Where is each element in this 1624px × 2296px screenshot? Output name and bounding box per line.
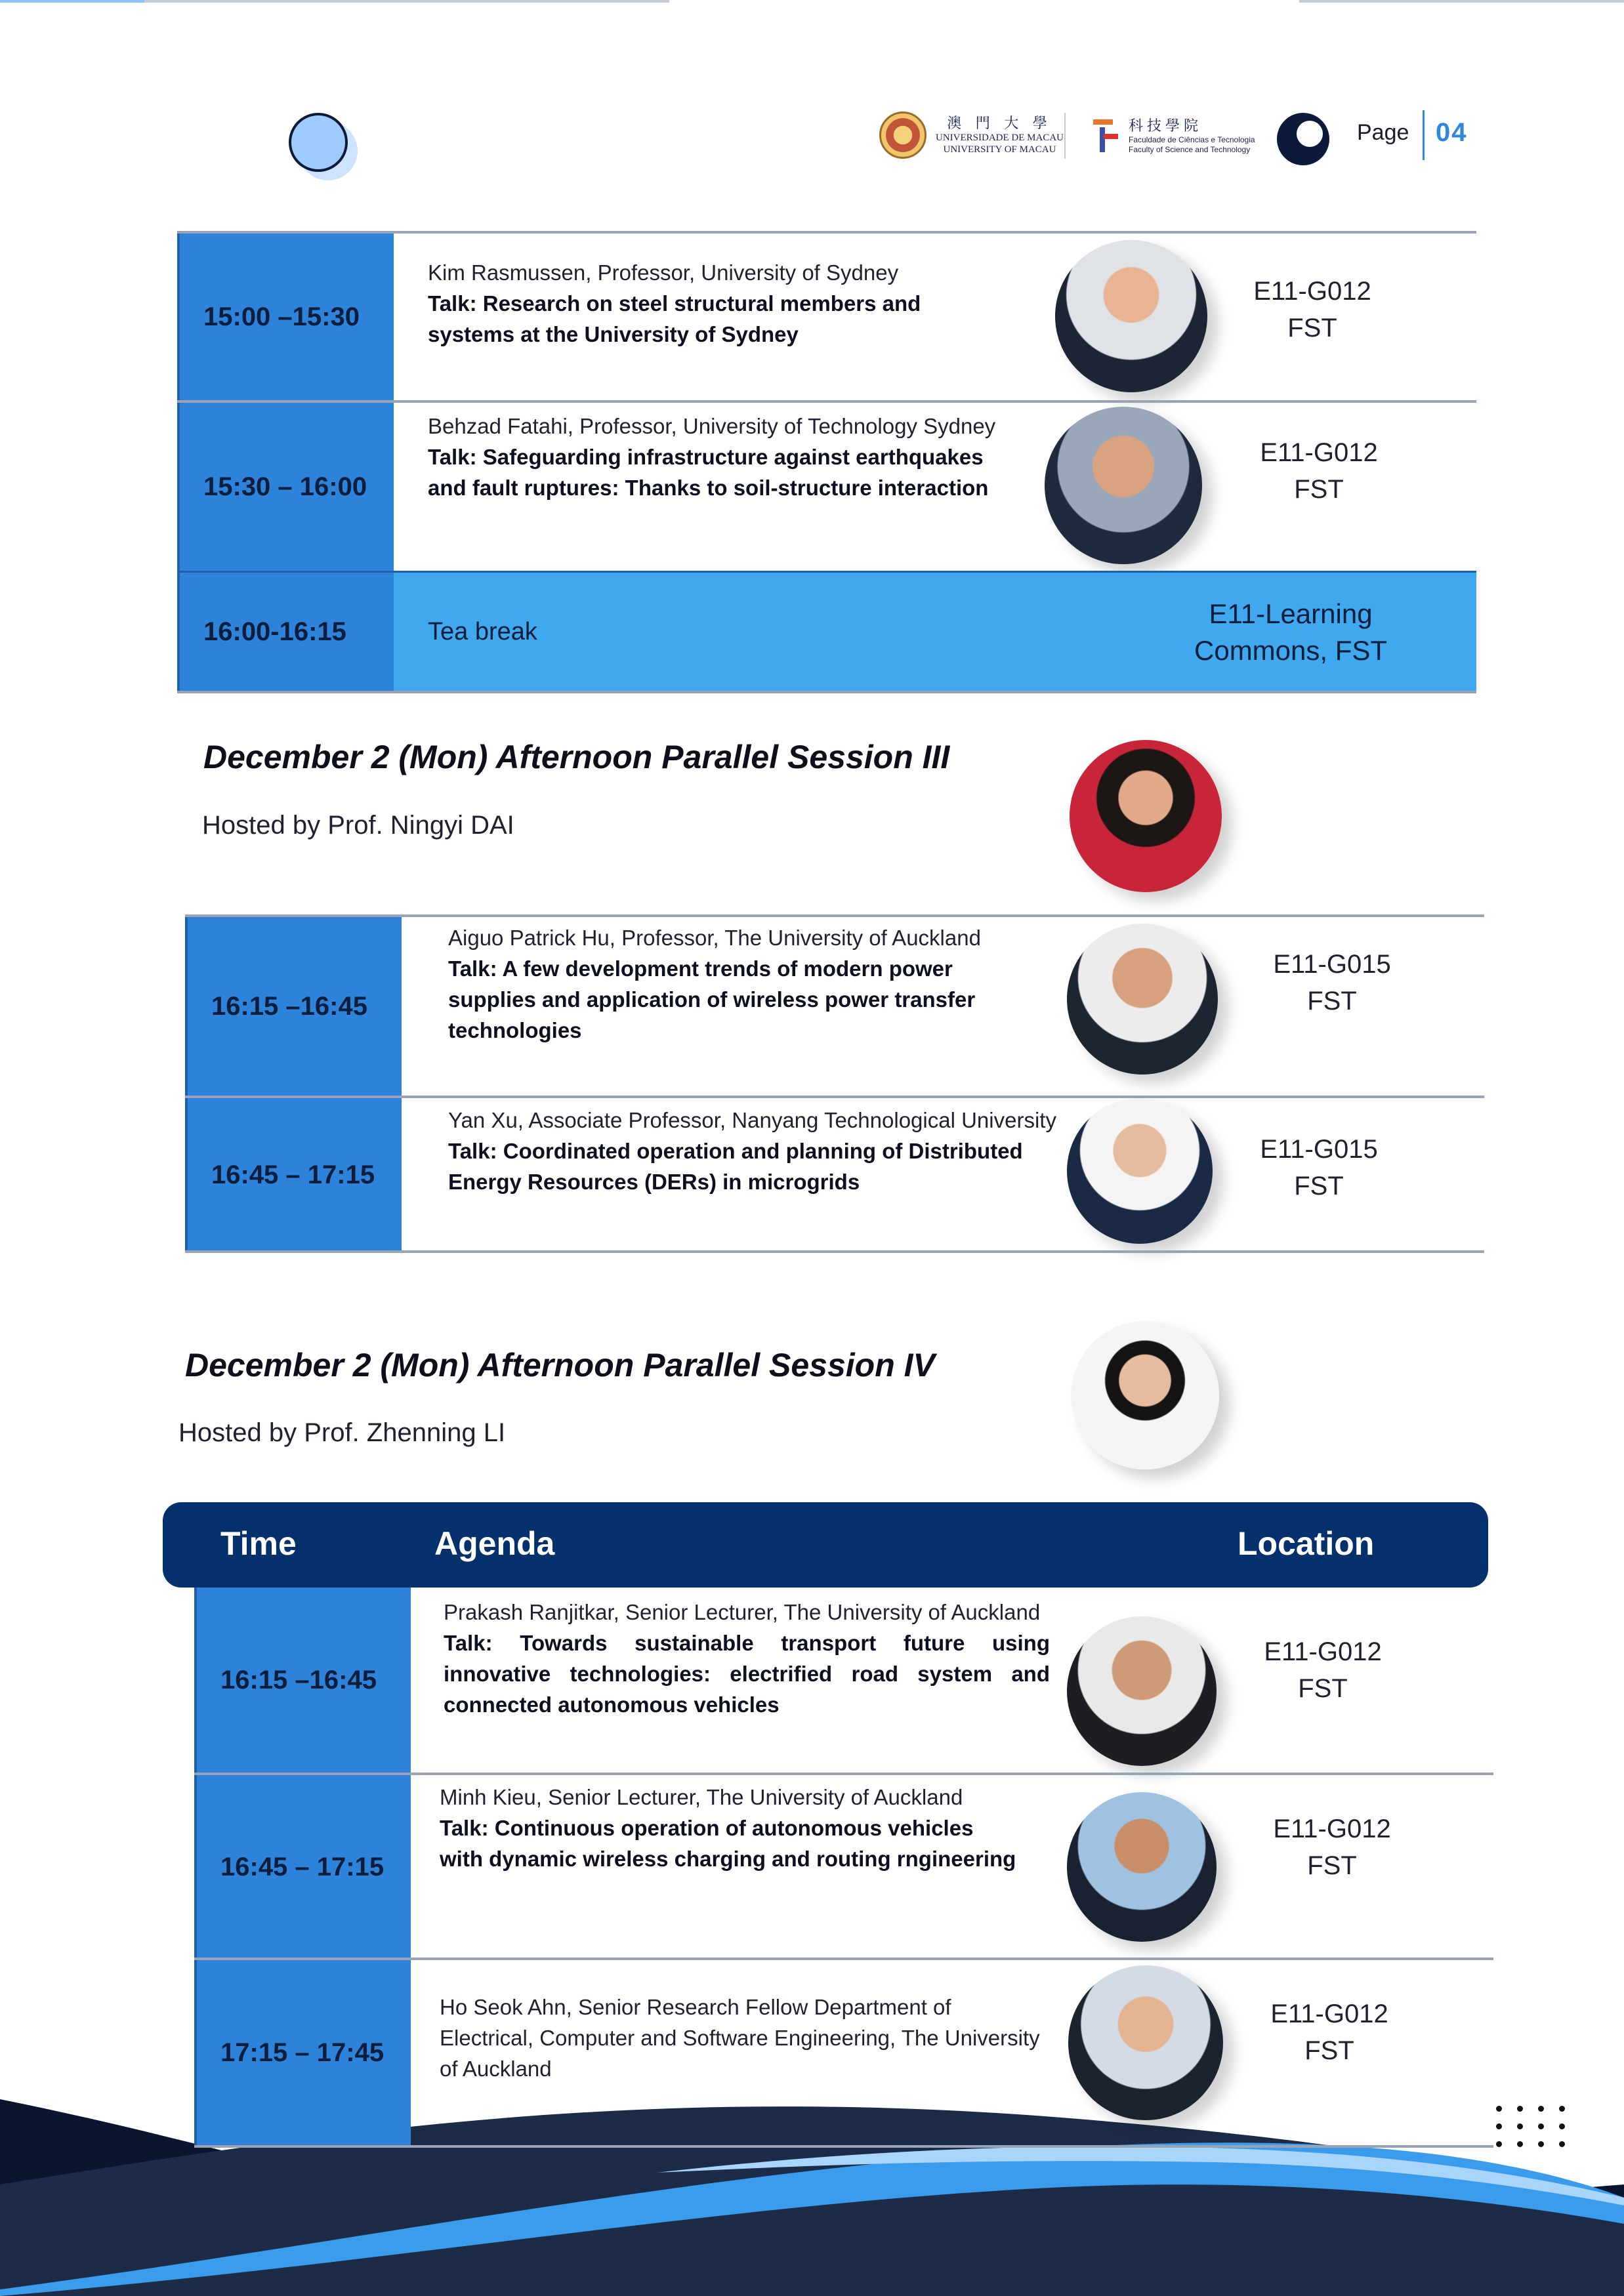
agenda-cell — [428, 411, 1005, 503]
location-room: E11-G012 — [1270, 1999, 1388, 2028]
host-photo — [1070, 740, 1222, 892]
time-cell: 16:45 – 17:15 — [194, 1775, 411, 1959]
university-of-macau-logo — [879, 112, 1064, 159]
um-logo-en: UNIVERSITY OF MACAU — [943, 144, 1056, 155]
decorative-circle — [289, 113, 348, 172]
tea-break-label: Tea break — [428, 618, 537, 646]
um-logo-text — [936, 115, 1064, 155]
location-cell — [1240, 1131, 1398, 1204]
fst-logo-cn: 科技學院 — [1129, 117, 1203, 134]
agenda-cell — [444, 1597, 1050, 1720]
fst-mark-icon — [1089, 117, 1119, 155]
speaker-text: Kim Rasmussen, Professor, University of Sydney — [428, 260, 899, 285]
dot-grid-decoration — [1496, 2106, 1568, 2147]
talk-title: Talk: Continuous operation of autonomous vehicles with dynamic wireless charging and routing rngineering — [440, 1816, 1016, 1871]
location-faculty: FST — [1287, 314, 1337, 342]
speaker-text: Aiguo Patrick Hu, Professor, The University of Auckland — [448, 926, 981, 950]
location-room: E11-Learning — [1209, 598, 1373, 629]
speaker-text: Yan Xu, Associate Professor, Nanyang Technological University — [448, 1108, 1056, 1132]
speaker-photo — [1067, 1098, 1213, 1244]
location-faculty: FST — [1307, 1851, 1357, 1880]
um-seal-icon — [879, 112, 927, 159]
um-logo-cn: 澳 門 大 學 — [947, 115, 1052, 131]
um-logo-pt: UNIVERSIDADE DE MACAU — [936, 133, 1064, 143]
fst-logo — [1089, 117, 1255, 155]
page-label: Page — [1357, 120, 1409, 145]
location-faculty: Commons, FST — [1194, 635, 1388, 666]
location-cell — [1244, 1633, 1402, 1707]
agenda-cell — [440, 1992, 1043, 2084]
logo-divider — [1064, 113, 1066, 159]
session-host: Hosted by Prof. Zhenning LI — [178, 1418, 506, 1447]
row-rule — [185, 1250, 1484, 1253]
time-cell: 16:45 – 17:15 — [185, 1098, 402, 1252]
speaker-text: Prakash Ranjitkar, Senior Lecturer, The University of Auckland — [444, 1600, 1041, 1624]
speaker-text: Ho Seok Ahn, Senior Research Fellow Department of Electrical, Computer and Software Engineering, The University of Auckland — [440, 1995, 1040, 2081]
location-cell — [1240, 434, 1398, 508]
location-cell — [1253, 1811, 1411, 1884]
agenda-cell — [428, 257, 1005, 350]
location-room: E11-G012 — [1273, 1814, 1391, 1843]
tea-break-location — [1194, 596, 1387, 669]
moon-icon — [1277, 113, 1329, 165]
location-room: E11-G015 — [1260, 1135, 1378, 1164]
fst-logo-text — [1129, 117, 1255, 155]
talk-title: Talk: Towards sustainable transport future using innovative technologies: electrified road system and connected autonomous vehicles — [444, 1631, 1050, 1717]
page-separator — [1423, 110, 1425, 160]
location-faculty: FST — [1294, 475, 1344, 504]
location-room: E11-G012 — [1264, 1637, 1382, 1666]
agenda-table-header — [163, 1502, 1488, 1588]
top-rule-right — [1299, 0, 1624, 3]
location-faculty: FST — [1298, 1674, 1348, 1703]
location-room: E11-G015 — [1273, 950, 1391, 979]
speaker-photo — [1067, 924, 1218, 1075]
agenda-cell — [448, 1105, 1078, 1197]
time-cell: 17:15 – 17:45 — [194, 1960, 411, 2145]
top-accent-line — [0, 0, 144, 3]
fst-logo-en: Faculty of Science and Technology — [1129, 145, 1251, 154]
session-host: Hosted by Prof. Ningyi DAI — [202, 811, 514, 840]
location-cell — [1234, 273, 1391, 346]
agenda-cell — [448, 922, 1026, 1046]
host-photo — [1071, 1321, 1219, 1469]
speaker-photo — [1067, 1792, 1217, 1942]
speaker-photo — [1055, 240, 1207, 392]
talk-title: Talk: Safeguarding infrastructure against earthquakes and fault ruptures: Thanks to soil-structure interaction — [428, 445, 989, 500]
talk-title: Talk: A few development trends of modern power supplies and application of wireless power transfer technologies — [448, 956, 976, 1042]
row-rule — [194, 2145, 1493, 2148]
location-cell — [1251, 1996, 1408, 2069]
speaker-text: Minh Kieu, Senior Lecturer, The University of Auckland — [440, 1785, 963, 1809]
header-location: Location — [1238, 1525, 1375, 1562]
time-cell: 16:00-16:15 — [177, 573, 394, 691]
top-rule-left — [144, 0, 669, 3]
header-agenda: Agenda — [434, 1525, 555, 1562]
time-cell: 16:15 –16:45 — [185, 917, 402, 1096]
session-title: December 2 (Mon) Afternoon Parallel Session IV — [185, 1347, 935, 1384]
location-room: E11-G012 — [1260, 438, 1378, 467]
speaker-photo — [1067, 1616, 1217, 1766]
row-rule — [177, 691, 1476, 693]
session-title: December 2 (Mon) Afternoon Parallel Session III — [203, 739, 950, 775]
location-faculty: FST — [1304, 2036, 1354, 2065]
location-faculty: FST — [1294, 1172, 1344, 1200]
agenda-cell — [440, 1782, 1017, 1874]
speaker-text: Behzad Fatahi, Professor, University of Technology Sydney — [428, 414, 996, 438]
speaker-photo — [1068, 1965, 1223, 2120]
talk-title: Talk: Research on steel structural members and systems at the University of Sydney — [428, 291, 921, 346]
location-cell — [1253, 946, 1411, 1019]
time-cell: 15:30 – 16:00 — [177, 403, 394, 571]
location-room: E11-G012 — [1253, 277, 1371, 306]
time-cell: 15:00 –15:30 — [177, 234, 394, 400]
speaker-photo — [1045, 407, 1202, 564]
location-faculty: FST — [1307, 987, 1357, 1015]
fst-logo-pt: Faculdade de Ciências e Tecnologia — [1129, 135, 1255, 144]
header-time: Time — [220, 1525, 297, 1562]
time-cell: 16:15 –16:45 — [194, 1588, 411, 1773]
page-number: 04 — [1436, 118, 1468, 147]
talk-title: Talk: Coordinated operation and planning of Distributed Energy Resources (DERs) in microgrids — [448, 1139, 1023, 1194]
